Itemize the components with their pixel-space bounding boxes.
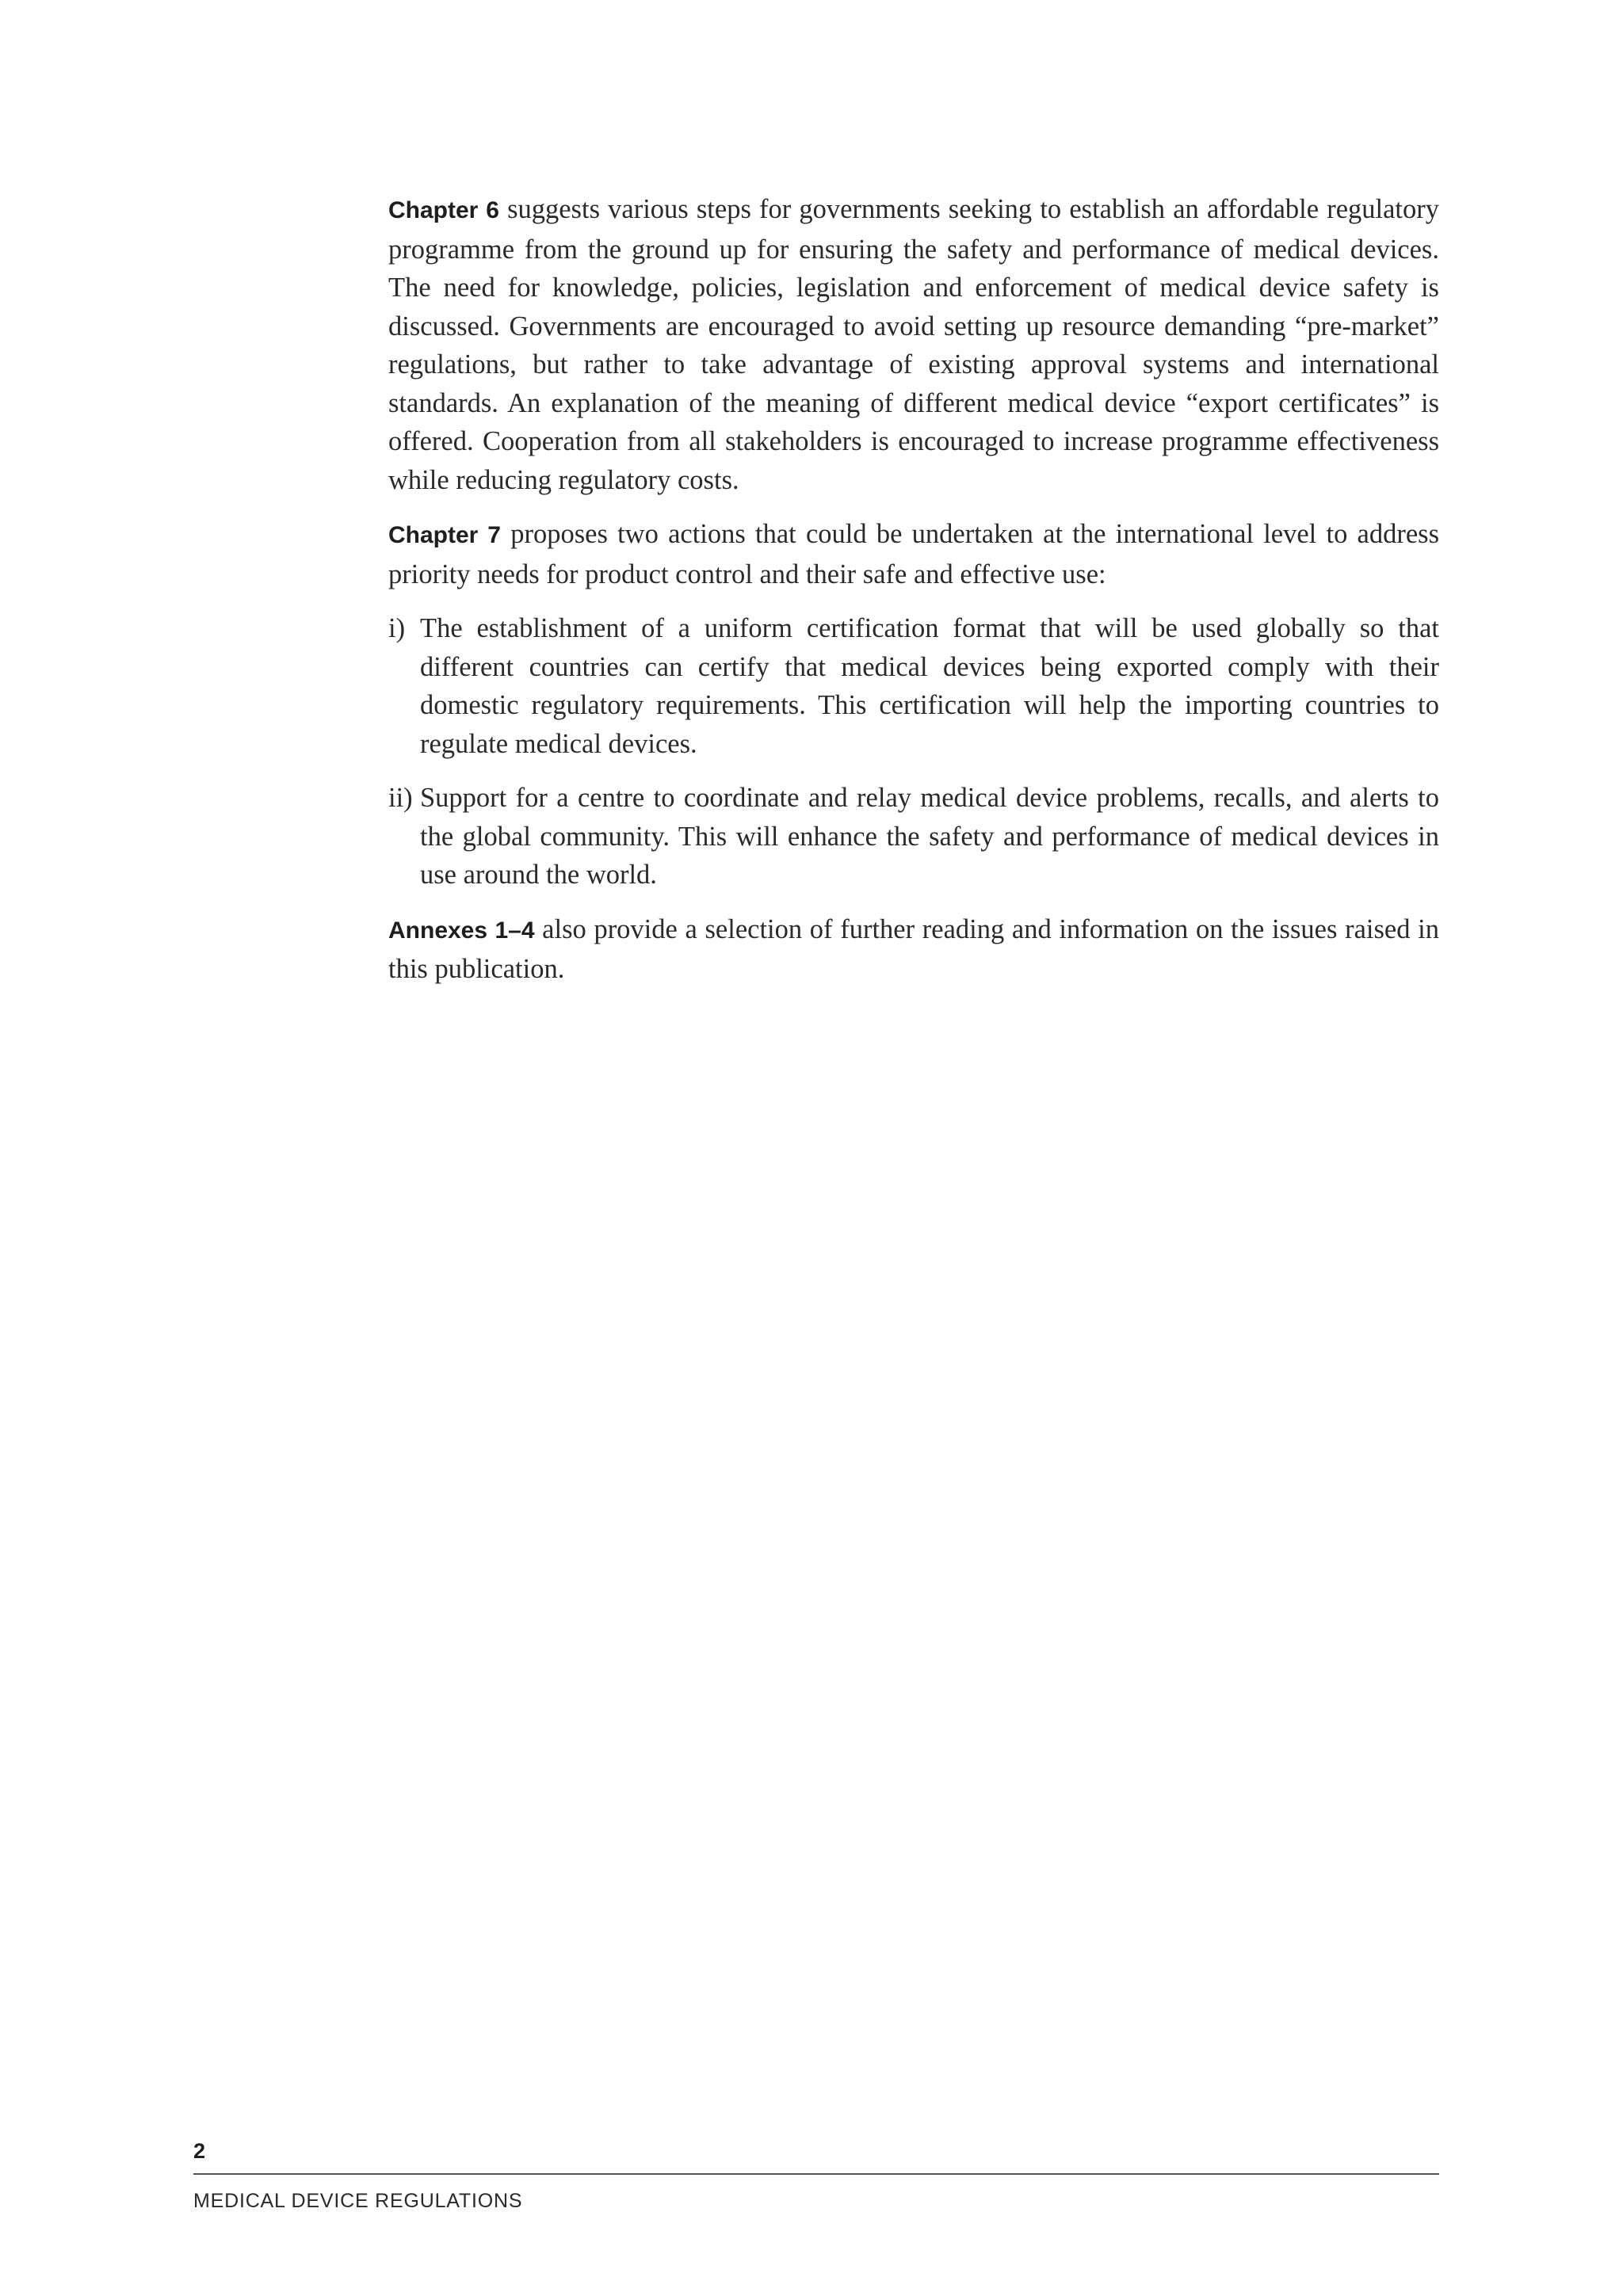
main-text <box>388 190 1439 1005</box>
chapter-7-heading: Chapter 7 <box>388 522 501 548</box>
chapter-7-text: proposes two actions that could be undertaken at the international level to address priority needs for product control and their safe and effective use: <box>388 519 1440 589</box>
paragraph-chapter-6 <box>388 190 1439 499</box>
page-number: 2 <box>193 2139 206 2163</box>
list-item <box>388 779 1439 894</box>
list-item <box>388 609 1439 763</box>
chapter-6-heading: Chapter 6 <box>388 197 499 223</box>
annexes-text: also provide a selection of further reading and information on the issues raised in this publication. <box>388 913 1439 984</box>
list-item-text: The establishment of a uniform certification format that will be used globally so that different countries can certify that medical devices being exported comply with their domestic regulatory requirements. This certification will help the importing countries to regulate medical devices. <box>420 613 1439 759</box>
proposed-actions-list <box>388 609 1439 894</box>
running-footer-title: MEDICAL DEVICE REGULATIONS <box>193 2190 523 2212</box>
annexes-heading: Annexes 1–4 <box>388 917 535 944</box>
footer-divider <box>193 2173 1439 2175</box>
paragraph-chapter-7 <box>388 515 1439 593</box>
chapter-6-text: suggests various steps for governments seeking to establish an affordable regulatory programme from the ground up for ensuring the safety and performance of medical devices. The need for knowledge, policies, legislation and enforcement of medical device safety is discussed. Governments are encouraged to avoid setting up resource demanding “pre-market” regulations, but rather to take advantage of existing approval systems and international standards. An explanation of the meaning of different medical device “export certificates” is offered. Cooperation from all stakeholders is encouraged to increase programme effectiveness while reducing regulatory costs. <box>388 194 1439 495</box>
paragraph-annexes <box>388 910 1439 989</box>
list-marker: i) <box>388 613 406 643</box>
list-item-text: Support for a centre to coordinate and relay medical device problems, recalls, and alerts to the global community. This will enhance the safety and performance of medical devices in use around the world. <box>420 783 1439 890</box>
list-marker: ii) <box>388 783 413 813</box>
